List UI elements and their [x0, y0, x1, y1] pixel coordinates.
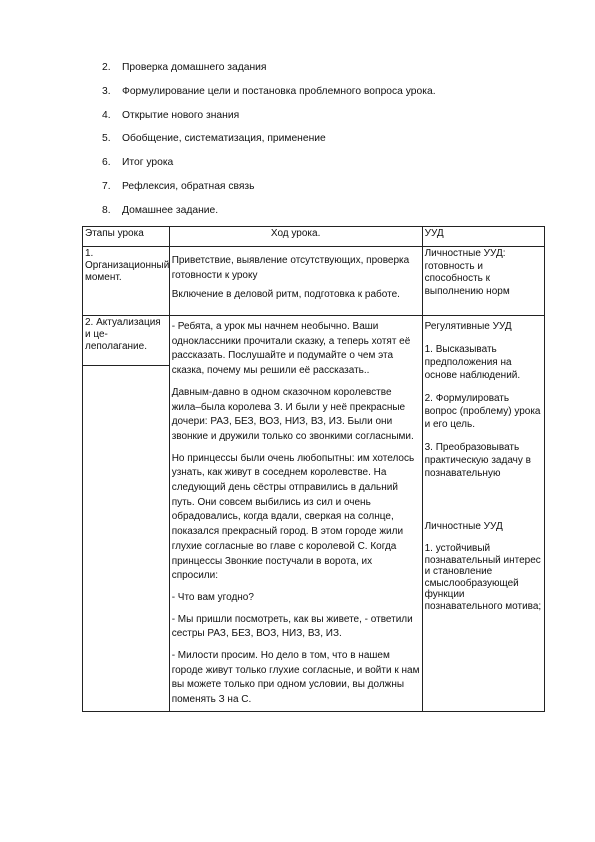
list-item: 4. Открытие нового знания [102, 110, 240, 121]
list-item: 7. Рефлексия, обратная связь [102, 181, 255, 192]
list-item: 5. Обобщение, систематизация, применение [102, 133, 326, 144]
course-cell: - Ребята, а урок мы начнем необычно. Ваши одноклассники прочитали сказку, а теперь хотят её рассказать. Послушайте и подумайте о чем эта сказка, почему мы решили её рассказать.. Давным-давно в одном сказочном королевстве жила–была королева З. И были у неё прекрасные дочери: РАЗ, БЕЗ, ВОЗ, НИЗ, ВЗ, ИЗ. Были они звонкие и дружили только со звонкими согласными. Но принцессы были очень любопытны: им хотелось узнать, как живут в соседнем королевстве. На следующий день сёстры отправились в дальний путь. Они совсем выбились из сил и очень обрадовались, когда вдали, сверкая на солнце, показался прекрасный город. В этом городе жили глухие согласные во главе с королевой С. Когда принцессы Звонкие постучали в ворота, их спросили: - Что вам угодно? - Мы пришли посмотреть, как вы живете, - ответили сестры РАЗ, БЕЗ, ВОЗ, НИЗ, ВЗ, ИЗ. - Милости просим. Но дело в том, что в нашем городе живут только глухие согласные, и войти к нам вы можете только при одном условии, вы должны поменять З на С. [169, 316, 422, 712]
header-course: Ход урока. [169, 227, 422, 247]
uud-cell: Регулятивные УУД 1. Высказывать предположения на основе наблюдений. 2. Формулировать вопрос (проблему) урока и его цель. 3. Преобразовывать практическую задачу в познавательную Личностные УУД 1. устойчивый познавательный интерес и становление смыслообразующей функции познавательного мотива; [422, 316, 544, 712]
course-cell: Приветствие, выявление отсутствующих, проверка готовности к уроку Включение в деловой ритм, подготовка к работе. [169, 247, 422, 316]
header-stages: Этапы урока [83, 227, 170, 247]
list-item: 6. Итог урока [102, 157, 174, 168]
list-item: 8. Домашнее задание. [102, 205, 219, 216]
lesson-plan-table [82, 226, 545, 712]
table-row [83, 316, 545, 712]
uud-cell: Личностные УУД: готовность и способность к выполнению норм [422, 247, 544, 316]
table-header-row [83, 227, 545, 247]
table-row [83, 247, 545, 316]
list-item: 3. Формулирование цели и постановка проблемного вопроса урока. [102, 86, 436, 97]
stage-cell: 2. Актуализация и це-леполагание. [83, 316, 170, 712]
stage-cell: 1. Организационный момент. [83, 247, 170, 316]
list-item: 2. Проверка домашнего задания [102, 62, 267, 73]
header-uud: УУД [422, 227, 544, 247]
